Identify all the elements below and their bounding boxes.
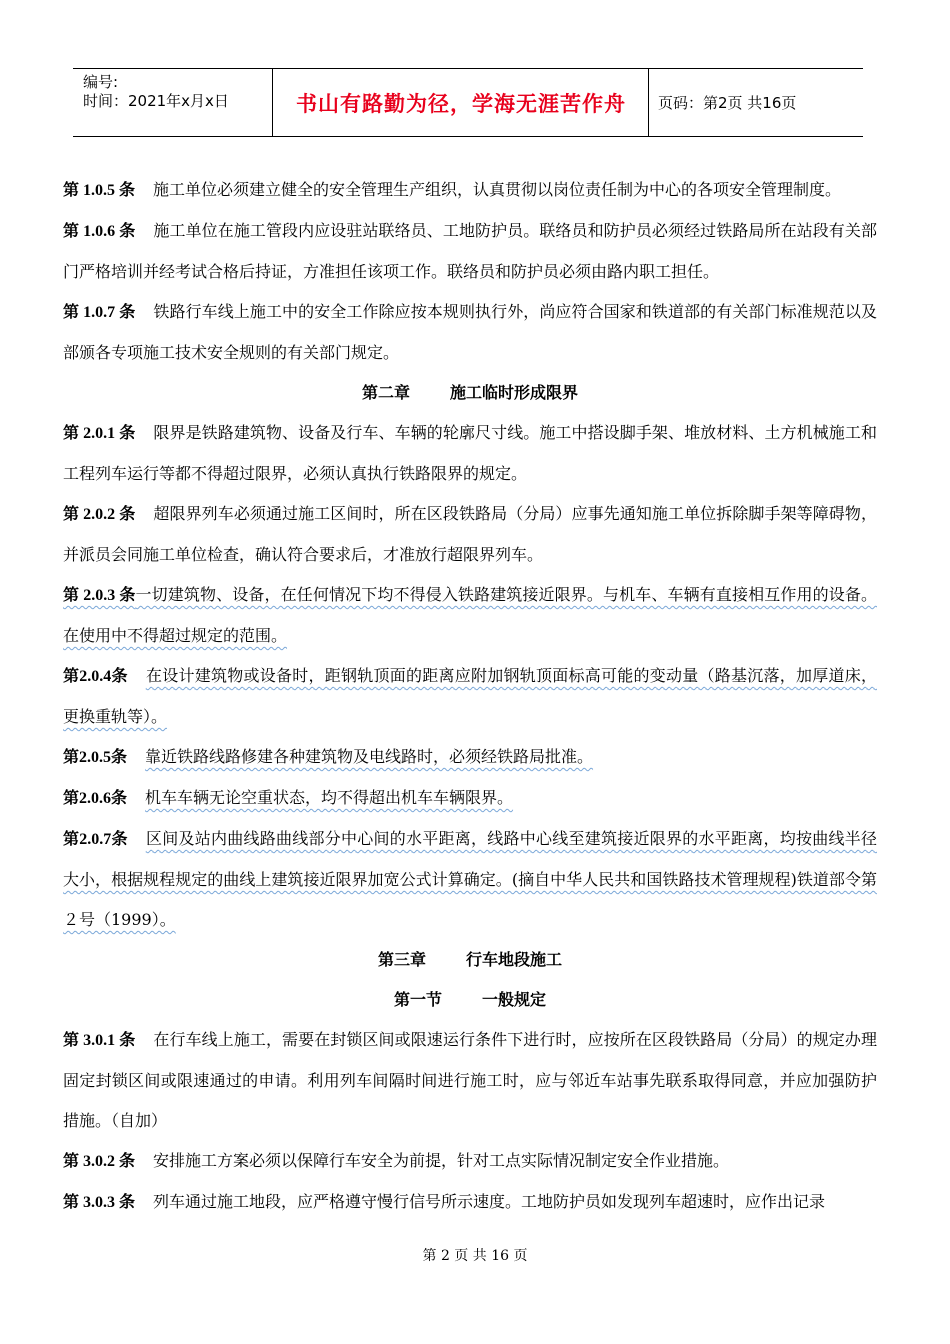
clause-label: 第 1.0.5 条 (63, 182, 136, 199)
chapter-number: 第二章 (361, 383, 410, 402)
clause-label: 第 3.0.3 条 (63, 1194, 136, 1211)
chapter-number: 第三章 (377, 950, 426, 969)
clause-2-0-3 (63, 575, 877, 656)
clause-text: 靠近铁路线路修建各种建筑物及电线路时，必须经铁路局批准。 (145, 747, 594, 766)
clause-label: 第2.0.4条 (63, 668, 128, 685)
clause-1-0-6 (63, 211, 877, 292)
clause-3-0-3 (63, 1182, 877, 1223)
clause-text: 铁路行车线上施工中的安全工作除应按本规则执行外，尚应符合国家和铁道部的有关部门标准规范以及部颁各专项施工技术安全规则的有关部门规定。 (63, 302, 877, 362)
clause-2-0-5 (63, 737, 877, 778)
header-motto: 书山有路勤为径，学海无涯苦作舟 (274, 69, 649, 136)
clause-label: 第 2.0.3 条 (63, 587, 136, 604)
page-header (73, 68, 863, 137)
clause-label: 第 2.0.1 条 (63, 425, 136, 442)
clause-2-0-7 (63, 819, 877, 940)
clause-text: 施工单位必须建立健全的安全管理生产组织，认真贯彻以岗位责任制为中心的各项安全管理制度。 (153, 180, 842, 199)
clause-label: 第2.0.6条 (63, 790, 128, 807)
clause-3-0-1 (63, 1020, 877, 1141)
clause-text: 列车通过施工地段，应严格遵守慢行信号所示速度。工地防护员如发现列车超速时，应作出记录 (153, 1192, 826, 1211)
clause-2-0-2 (63, 494, 877, 575)
section-title: 一般规定 (482, 990, 547, 1009)
clause-label: 第 3.0.1 条 (63, 1032, 136, 1049)
section-1-heading (63, 980, 877, 1020)
page-footer: 第 2 页 共 16 页 (422, 1248, 528, 1264)
clause-text: 区间及站内曲线路曲线部分中心间的水平距离，线路中心线至建筑接近限界的水平距离，均按曲线半径大小，根据规程规定的曲线上建筑接近限界加宽公式计算确定。(摘自中华人民共和国铁路技术管理规程)铁道部令第２号（1999）。 (63, 829, 877, 929)
clause-label: 第2.0.7条 (63, 831, 128, 848)
code-label: 编号: (83, 73, 119, 91)
chapter-3-heading (63, 940, 877, 980)
clause-label: 第 2.0.2 条 (63, 506, 136, 523)
clause-text: 在设计建筑物或设备时，距钢轨顶面的距离应附加钢轨顶面标高可能的变动量（路基沉落，加厚道床，更换重轨等）。 (63, 666, 877, 726)
clause-1-0-5 (63, 170, 877, 211)
chapter-2-heading (63, 373, 877, 413)
clause-text: 超限界列车必须通过施工区间时，所在区段铁路局（分局）应事先通知施工单位拆除脚手架等障碍物，并派员会同施工单位检查，确认符合要求后，才准放行超限界列车。 (63, 504, 877, 564)
clause-label: 第 1.0.6 条 (63, 223, 136, 240)
document-body (63, 170, 877, 1223)
header-meta (73, 69, 273, 136)
clause-3-0-2 (63, 1141, 877, 1182)
clause-label: 第 1.0.7 条 (63, 304, 136, 321)
clause-text: 施工单位在施工管段内应设驻站联络员、工地防护员。联络员和防护员必须经过铁路局所在站段有关部门严格培训并经考试合格后持证，方准担任该项工作。联络员和防护员必须由路内职工担任。 (63, 221, 877, 281)
time-label: 时间：2021年x月x日 (83, 92, 229, 110)
clause-text: 一切建筑物、设备，在任何情况下均不得侵入铁路建筑接近限界。与机车、车辆有直接相互作用的设备。在使用中不得超过规定的范围。 (63, 585, 877, 645)
clause-2-0-4 (63, 656, 877, 737)
clause-2-0-6 (63, 778, 877, 819)
chapter-title: 施工临时形成限界 (450, 383, 579, 402)
clause-1-0-7 (63, 292, 877, 373)
clause-2-0-1 (63, 413, 877, 494)
clause-label: 第 3.0.2 条 (63, 1153, 136, 1170)
section-number: 第一节 (393, 990, 442, 1009)
clause-text: 在行车线上施工，需要在封锁区间或限速运行条件下进行时，应按所在区段铁路局（分局）的规定办理固定封锁区间或限速通过的申请。利用列车间隔时间进行施工时，应与邻近车站事先联系取得同意，并应加强防护措施。（自加） (63, 1030, 877, 1130)
clause-text: 限界是铁路建筑物、设备及行车、车辆的轮廓尺寸线。施工中搭设脚手架、堆放材料、土方机械施工和工程列车运行等都不得超过限界，必须认真执行铁路限界的规定。 (63, 423, 877, 483)
header-page-label: 页码：第2页 共16页 (658, 94, 797, 112)
clause-text: 机车车辆无论空重状态，均不得超出机车车辆限界。 (145, 788, 514, 807)
chapter-title: 行车地段施工 (466, 950, 563, 969)
clause-text: 安排施工方案必须以保障行车安全为前提，针对工点实际情况制定安全作业措施。 (153, 1151, 730, 1170)
clause-label: 第2.0.5条 (63, 749, 128, 766)
